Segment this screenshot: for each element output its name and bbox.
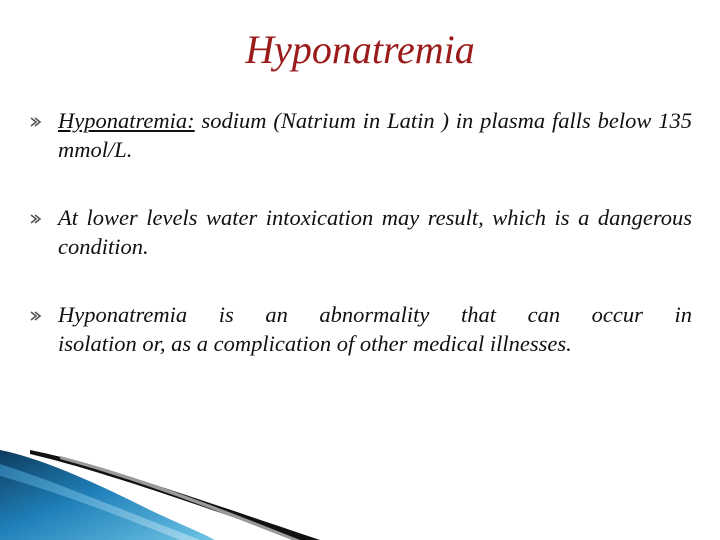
bullet-list: [28, 106, 692, 397]
bullet-text: sodium (Natrium in Latin ) in plasma falls below 135 mmol/L.: [58, 108, 692, 162]
bullet-item-abnormality: [28, 300, 692, 358]
bullet-item-definition: [28, 106, 692, 164]
checkmark-bullet-icon: [28, 115, 42, 129]
checkmark-bullet-icon: [28, 309, 42, 323]
bullet-text-line-1: Hyponatremia is an abnormality that can occur in: [58, 302, 692, 327]
bullet-text-line-2: isolation or, as a complication of other medical illnesses.: [58, 331, 572, 356]
bullet-text: At lower levels water intoxication may result, which is a dangerous condition.: [58, 205, 692, 259]
bullet-item-water-intoxication: [28, 203, 692, 261]
bullet-lead-term: Hyponatremia:: [58, 108, 195, 133]
corner-swoosh-decoration: [0, 450, 320, 540]
checkmark-bullet-icon: [28, 212, 42, 226]
slide-title: Hyponatremia: [245, 27, 475, 72]
